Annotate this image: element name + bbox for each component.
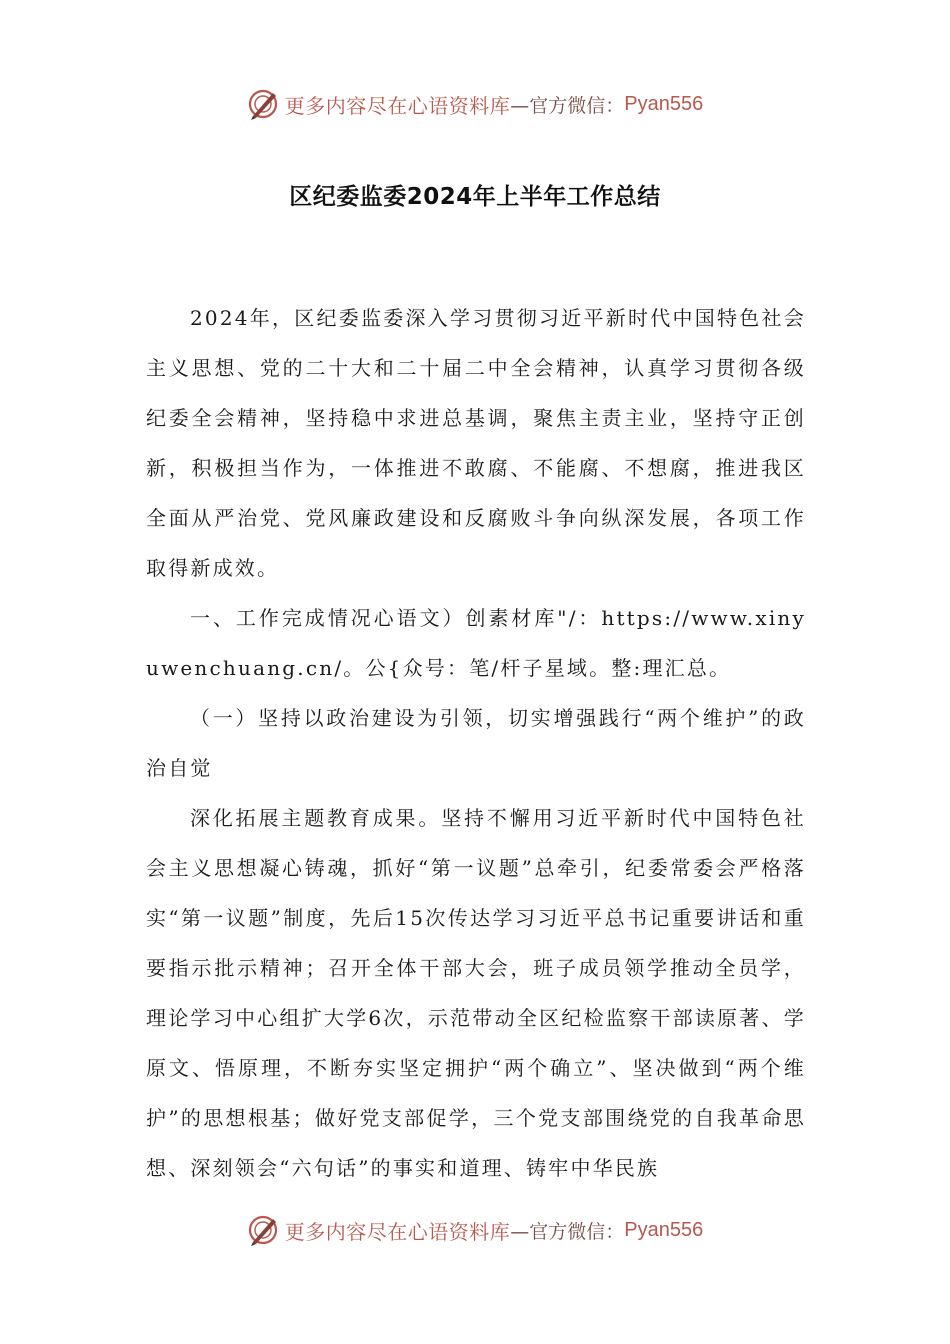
footer-watermark-banner xyxy=(0,1210,950,1250)
banner-wechat-label: —官方微信： xyxy=(510,94,625,117)
paragraph-intro: 2024年，区纪委监委深入学习贯彻习近平新时代中国特色社会主义思想、党的二十大和二十届二中全会精神，认真学习贯彻各级纪委全会精神，坚持稳中求进总基调，聚焦主责主业，坚持守正创新，积极担当作为，一体推进不敢腐、不能腐、不想腐，推进我区全面从严治党、党风廉政建设和反腐败斗争向纵深发展，各项工作取得新成效。 xyxy=(146,306,806,580)
pen-logo-icon xyxy=(247,87,281,121)
document-body xyxy=(146,293,806,1193)
banner-text: 更多内容尽在心语资料库 xyxy=(284,93,511,118)
banner-wechat-id: Pyan556 xyxy=(624,92,704,115)
banner-wechat-id: Pyan556 xyxy=(624,1218,704,1241)
pen-logo-icon xyxy=(247,1213,281,1247)
document-title: 区纪委监委2024年上半年工作总结 xyxy=(289,184,661,210)
banner-wechat-label: —官方微信： xyxy=(510,1220,625,1243)
banner-text: 更多内容尽在心语资料库 xyxy=(284,1219,511,1244)
paragraph-subsection-heading: （一）坚持以政治建设为引领，切实增强践行“两个维护”的政治自觉 xyxy=(146,706,806,780)
header-watermark-banner xyxy=(0,84,950,124)
paragraph-section-one: 一、工作完成情况心语文）创素材库"/：https://www.xinyuwenchuang.cn/。公{众号：笔/杆子星域。整:理汇总。 xyxy=(146,606,806,680)
paragraph-body: 深化拓展主题教育成果。坚持不懈用习近平新时代中国特色社会主义思想凝心铸魂，抓好“第一议题”总牵引，纪委常委会严格落实“第一议题”制度，先后15次传达学习习近平总书记重要讲话和重要指示批示精神；召开全体干部大会，班子成员领学推动全员学，理论学习中心组扩大学6次，示范带动全区纪检监察干部读原著、学原文、悟原理，不断夯实坚定拥护“两个确立”、坚决做到“两个维护”的思想根基；做好党支部促学，三个党支部围绕党的自我革命思想、深刻领会“六句话”的事实和道理、铸牢中华民族 xyxy=(146,806,806,1180)
